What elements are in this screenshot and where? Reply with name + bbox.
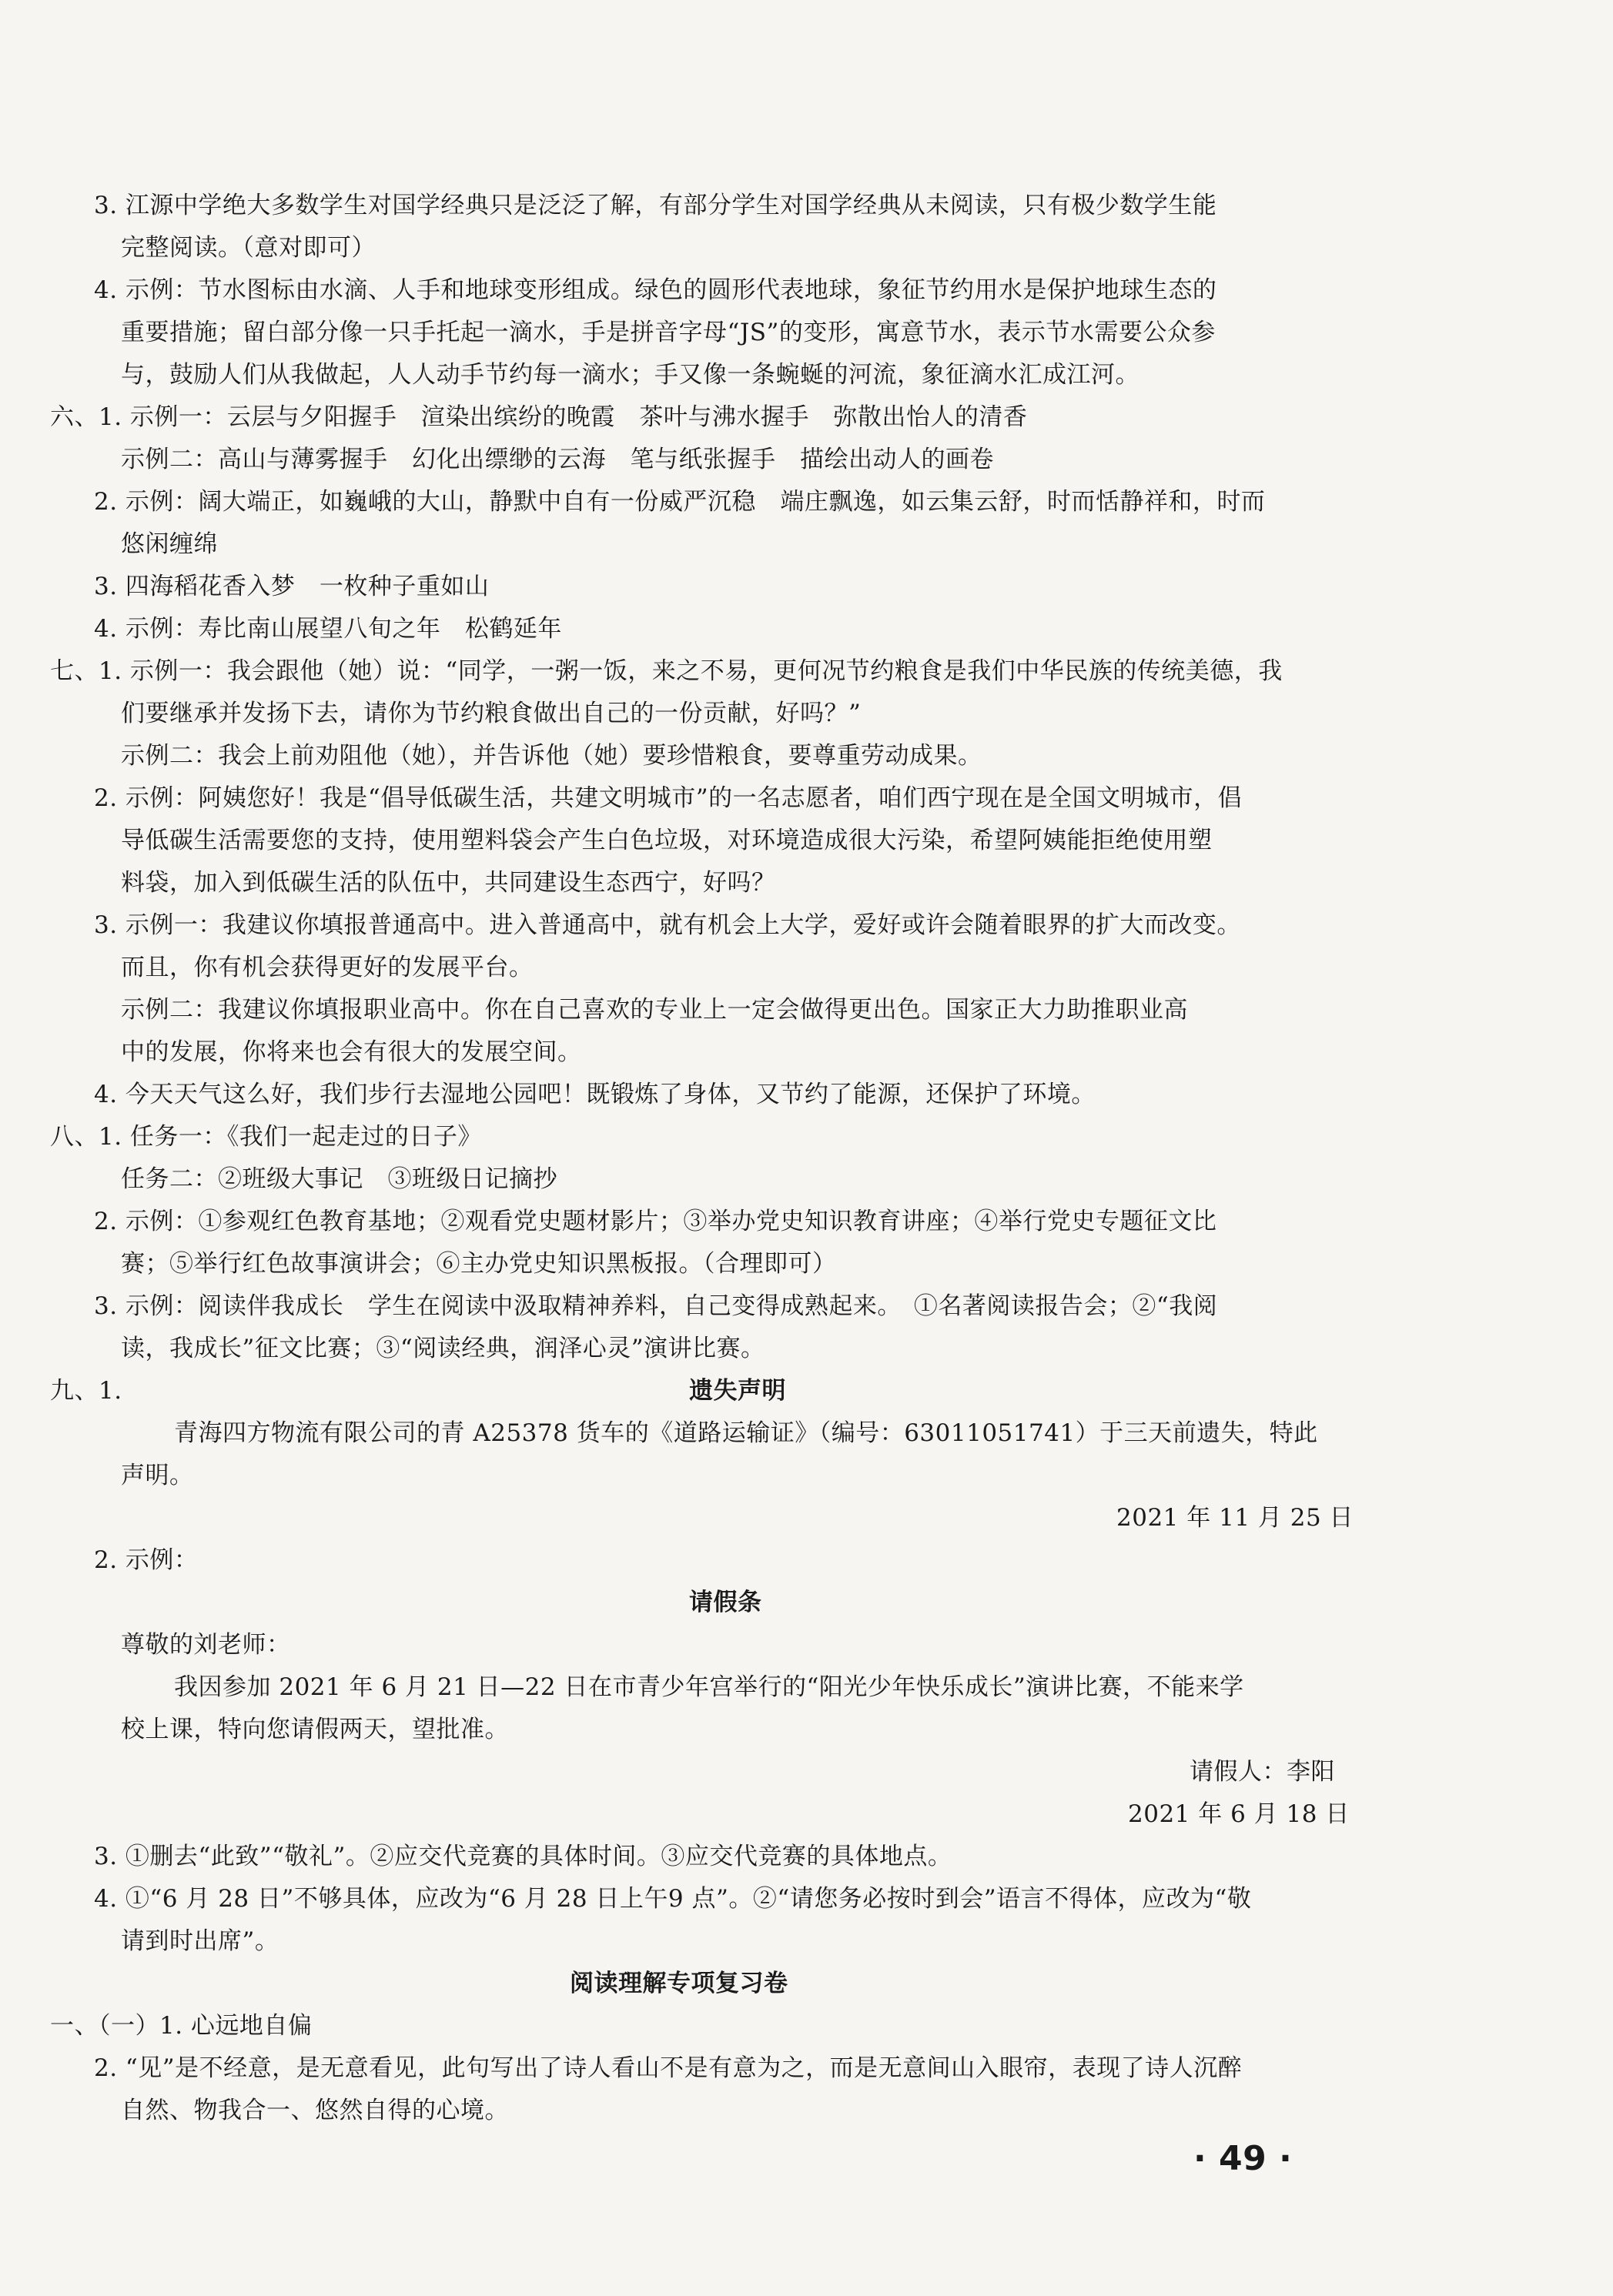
text-line: 3. 江源中学绝大多数学生对国学经典只是泛泛了解，有部分学生对国学经典从未阅读，只有极少数学生能: [94, 192, 1217, 219]
text-line: 3. 示例一：我建议你填报普通高中。进入普通高中，就有机会上大学，爱好或许会随着眼界的扩大而改变。: [94, 911, 1241, 939]
text-line: 九、1.: [50, 1377, 122, 1405]
text-line: 请到时出席”。: [121, 1927, 279, 1955]
text-line: 我因参加 2021 年 6 月 21 日—22 日在市青少年宫举行的“阳光少年快乐成长”演讲比赛，不能来学: [174, 1673, 1244, 1701]
text-line: 校上课，特向您请假两天，望批准。: [121, 1716, 509, 1743]
text-line: 青海四方物流有限公司的青 A25378 货车的《道路运输证》（编号：63011051741）于三天前遗失，特此: [174, 1419, 1318, 1447]
text-line: 完整阅读。（意对即可）: [121, 234, 376, 262]
text-line: 示例二：我建议你填报职业高中。你在自己喜欢的专业上一定会做得更出色。国家正大力助推职业高: [121, 996, 1188, 1024]
text-line: 与，鼓励人们从我做起，人人动手节约每一滴水；手又像一条蜿蜒的河流，象征滴水汇成江河。: [121, 361, 1139, 389]
text-line: 读，我成长”征文比赛；③“阅读经典，润泽心灵”演讲比赛。: [121, 1335, 765, 1362]
section-heading: 请假条: [689, 1589, 762, 1616]
text-line: 4. 今天天气这么好，我们步行去湿地公园吧！既锻炼了身体，又节约了能源，还保护了环境。: [94, 1081, 1096, 1108]
text-line: 赛；⑤举行红色故事演讲会；⑥主办党史知识黑板报。（合理即可）: [121, 1250, 837, 1278]
text-line: 2. “见”是不经意，是无意看见，此句写出了诗人看山不是有意为之，而是无意间山入眼帘，表现了诗人沉醉: [94, 2054, 1243, 2082]
text-line: 任务二：②班级大事记 ③班级日记摘抄: [121, 1165, 557, 1193]
text-line: 2. 示例：阿姨您好！我是“倡导低碳生活，共建文明城市”的一名志愿者，咱们西宁现在是全国文明城市，倡: [94, 784, 1243, 812]
text-line: 导低碳生活需要您的支持，使用塑料袋会产生白色垃圾，对环境造成很大污染，希望阿姨能拒绝使用塑: [121, 827, 1213, 854]
text-line: 一、（一）1. 心远地自偏: [50, 2012, 313, 2040]
text-line: 4. ①“6 月 28 日”不够具体，应改为“6 月 28 日上午9 点”。②“请您务必按时到会”语言不得体，应改为“敬: [94, 1885, 1252, 1913]
text-line: 4. 示例：节水图标由水滴、人手和地球变形组成。绿色的圆形代表地球，象征节约用水是保护地球生态的: [94, 276, 1217, 304]
text-line: 3. 示例：阅读伴我成长 学生在阅读中汲取精神养料，自己变得成熟起来。 ①名著阅读报告会；②“我阅: [94, 1292, 1218, 1320]
text-line: 尊敬的刘老师：: [121, 1631, 291, 1659]
date-line: 2021 年 11 月 25 日: [1116, 1504, 1354, 1532]
text-line: 2. 示例：阔大端正，如巍峨的大山，静默中自有一份威严沉稳 端庄飘逸，如云集云舒，时而恬静祥和，时而: [94, 488, 1266, 516]
text-line: 4. 示例：寿比南山展望八旬之年 松鹤延年: [94, 615, 562, 643]
text-line: 七、1. 示例一：我会跟他（她）说：“同学，一粥一饭，来之不易，更何况节约粮食是我们中华民族的传统美德，我: [50, 657, 1283, 685]
text-line: 八、1. 任务一：《我们一起走过的日子》: [50, 1123, 482, 1151]
text-line: 悠闲缠绵: [121, 530, 218, 558]
text-line: 而且，你有机会获得更好的发展平台。: [121, 954, 534, 981]
section-heading: 遗失声明: [689, 1377, 786, 1405]
text-line: 3. 四海稻花香入梦 一枚种子重如山: [94, 573, 490, 600]
text-line: 料袋，加入到低碳生活的队伍中，共同建设生态西宁，好吗？: [121, 869, 776, 897]
page-number: · 49 ·: [1193, 2139, 1293, 2178]
section-heading: 阅读理解专项复习卷: [570, 1970, 788, 1997]
text-line: 3. ①删去“此致”“敬礼”。②应交代竞赛的具体时间。③应交代竞赛的具体地点。: [94, 1843, 952, 1870]
text-line: 2. 示例：: [94, 1546, 199, 1574]
text-line: 们要继承并发扬下去，请你为节约粮食做出自己的一份贡献，好吗？”: [121, 700, 862, 727]
text-line: 六、1. 示例一：云层与夕阳握手 渲染出缤纷的晚霞 茶叶与沸水握手 弥散出怡人的清香: [50, 403, 1028, 431]
text-line: 中的发展，你将来也会有很大的发展空间。: [121, 1038, 582, 1066]
text-line: 示例二：高山与薄雾握手 幻化出缥缈的云海 笔与纸张握手 描绘出动人的画卷: [121, 446, 994, 473]
text-line: 2. 示例：①参观红色教育基地；②观看党史题材影片；③举办党史知识教育讲座；④举行党史专题征文比: [94, 1208, 1217, 1235]
date-line: 2021 年 6 月 18 日: [1128, 1800, 1350, 1828]
text-line: 声明。: [121, 1462, 194, 1489]
text-line: 重要措施；留白部分像一只手托起一滴水，手是拼音字母“JS”的变形，寓意节水，表示节水需要公众参: [121, 319, 1216, 346]
text-line: 自然、物我合一、悠然自得的心境。: [121, 2097, 509, 2124]
text-line: 示例二：我会上前劝阻他（她），并告诉他（她）要珍惜粮食，要尊重劳动成果。: [121, 742, 982, 770]
signature-line: 请假人：李阳: [1190, 1758, 1335, 1786]
